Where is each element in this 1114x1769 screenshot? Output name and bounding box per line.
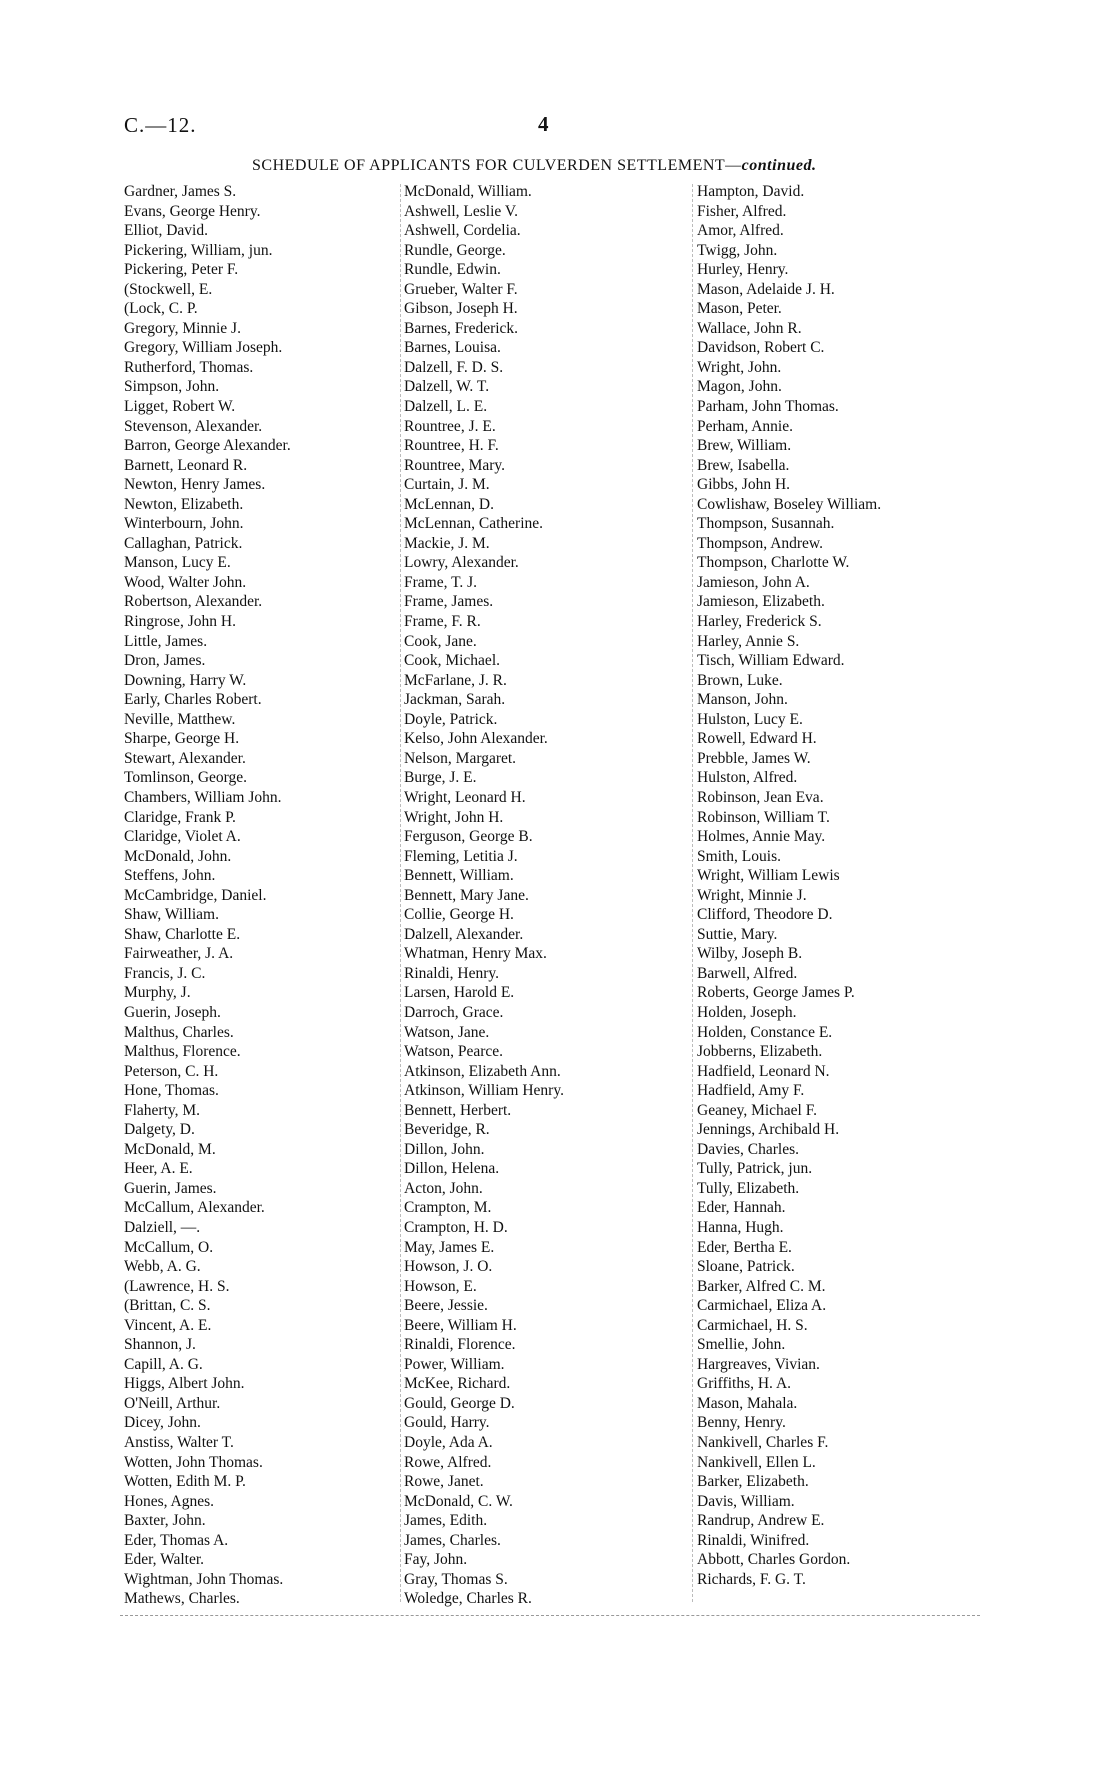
- applicant-entry: Hanna, Hugh.: [697, 1218, 784, 1236]
- applicant-entry: Barnes, Frederick.: [404, 319, 519, 337]
- applicant-entry: Amor, Alfred.: [697, 222, 784, 240]
- applicant-entry: Darroch, Grace.: [404, 1003, 504, 1021]
- applicant-entry: Rinaldi, Winifred.: [697, 1531, 810, 1549]
- applicant-entry: Jamieson, Elizabeth.: [697, 593, 825, 611]
- applicant-entry: Twigg, John.: [697, 241, 778, 259]
- applicant-entry: Fairweather, J. A.: [124, 945, 234, 963]
- applicant-entry: Magon, John.: [697, 378, 782, 396]
- applicant-entry: Mason, Adelaide J. H.: [697, 280, 835, 298]
- applicant-entry: Crampton, H. D.: [404, 1218, 508, 1236]
- applicant-entry: Bennett, William.: [404, 867, 514, 885]
- applicant-entry: Wright, Minnie J.: [697, 886, 807, 904]
- applicant-entry: Grueber, Walter F.: [404, 280, 518, 298]
- applicant-entry: Smellie, John.: [697, 1336, 786, 1354]
- applicant-entry: Hadfield, Leonard N.: [697, 1062, 830, 1080]
- applicant-entry: McDonald, John.: [124, 847, 232, 865]
- applicant-entry: Brew, Isabella.: [697, 456, 790, 474]
- applicant-entry: Ringrose, John H.: [124, 613, 236, 631]
- applicant-entry: Shaw, William.: [124, 906, 219, 924]
- applicant-entry: Manson, John.: [697, 691, 788, 709]
- applicant-entry: Vincent, A. E.: [124, 1316, 212, 1334]
- applicant-entry: Ashwell, Cordelia.: [404, 222, 521, 240]
- applicant-entry: Heer, A. E.: [124, 1160, 193, 1178]
- applicant-entry: Wright, John.: [697, 358, 782, 376]
- applicant-entry: Wright, Leonard H.: [404, 788, 526, 806]
- applicant-entry: Collie, George H.: [404, 906, 514, 924]
- applicant-entry: Prebble, James W.: [697, 749, 811, 767]
- applicant-entry: Claridge, Violet A.: [124, 828, 241, 846]
- applicant-entry: Power, William.: [404, 1355, 505, 1373]
- applicant-entry: McCambridge, Daniel.: [124, 886, 267, 904]
- applicant-entry: McLennan, Catherine.: [404, 515, 544, 533]
- applicant-entry: Kelso, John Alexander.: [404, 730, 548, 748]
- applicant-entry: Rutherford, Thomas.: [124, 358, 254, 376]
- applicant-entry: Eder, Bertha E.: [697, 1238, 792, 1256]
- applicant-entry: Clifford, Theodore D.: [697, 906, 833, 924]
- applicant-entry: Rountree, Mary.: [404, 456, 506, 474]
- applicant-entry: Holmes, Annie May.: [697, 828, 826, 846]
- applicant-entry: Murphy, J.: [124, 984, 191, 1002]
- applicant-entry: Roberts, George James P.: [697, 984, 855, 1002]
- applicant-entry: Howson, E.: [404, 1277, 477, 1295]
- applicant-entry: Hones, Agnes.: [124, 1492, 214, 1510]
- applicant-entry: Davies, Charles.: [697, 1140, 800, 1158]
- applicant-entry: Manson, Lucy E.: [124, 554, 231, 572]
- applicant-entry: Wood, Walter John.: [124, 573, 247, 591]
- applicant-entry: Robinson, Jean Eva.: [697, 788, 824, 806]
- applicant-entry: Geaney, Michael F.: [697, 1101, 817, 1119]
- schedule-title: [252, 157, 816, 175]
- applicant-entry: Cook, Michael.: [404, 652, 500, 670]
- applicant-entry: Newton, Henry James.: [124, 476, 266, 494]
- applicant-entry: Rundle, George.: [404, 241, 506, 259]
- applicant-entry: Thompson, Charlotte W.: [697, 554, 850, 572]
- applicant-entry: Rountree, J. E.: [404, 417, 496, 435]
- applicant-entry: Davidson, Robert C.: [697, 339, 825, 357]
- applicant-entry: Dalgety, D.: [124, 1121, 195, 1139]
- applicant-entry: Griffiths, H. A.: [697, 1375, 792, 1393]
- applicant-entry: Baxter, John.: [124, 1512, 206, 1530]
- applicant-entry: Frame, T. J.: [404, 573, 478, 591]
- applicant-entry: Jackman, Sarah.: [404, 691, 506, 709]
- applicant-entry: Beere, Jessie.: [404, 1297, 488, 1315]
- applicant-entry: Gibbs, John H.: [697, 476, 791, 494]
- applicant-entry: Frame, James.: [404, 593, 494, 611]
- column-divider-2: [692, 184, 693, 1602]
- applicant-entry: Ashwell, Leslie V.: [404, 202, 518, 220]
- applicant-entry: Barnes, Louisa.: [404, 339, 501, 357]
- applicant-entry: Curtain, J. M.: [404, 476, 490, 494]
- applicant-entry: Barnett, Leonard R.: [124, 456, 248, 474]
- applicant-entry: Harley, Frederick S.: [697, 613, 822, 631]
- applicant-entry: Robertson, Alexander.: [124, 593, 263, 611]
- applicant-entry: Claridge, Frank P.: [124, 808, 236, 826]
- applicant-entry: Doyle, Patrick.: [404, 710, 498, 728]
- applicant-entry: Dillon, Helena.: [404, 1160, 500, 1178]
- applicant-entry: Holden, Constance E.: [697, 1023, 833, 1041]
- applicant-entry: Gardner, James S.: [124, 183, 237, 200]
- applicant-entry: Wightman, John Thomas.: [124, 1570, 284, 1588]
- applicant-entry: Pickering, Peter F.: [124, 261, 239, 279]
- applicant-entry: James, Charles.: [404, 1531, 501, 1549]
- applicant-entry: Parham, John Thomas.: [697, 398, 839, 416]
- applicant-entry: Pickering, William, jun.: [124, 241, 273, 259]
- applicant-entry: Hadfield, Amy F.: [697, 1082, 805, 1100]
- applicant-entry: Bennett, Mary Jane.: [404, 886, 529, 904]
- applicant-entry: McKee, Richard.: [404, 1375, 511, 1393]
- applicant-entry: Eder, Thomas A.: [124, 1531, 229, 1549]
- applicant-entry: Cook, Jane.: [404, 632, 477, 650]
- applicant-entry: Smith, Louis.: [697, 847, 781, 865]
- applicant-entry: Nankivell, Charles F.: [697, 1434, 829, 1451]
- applicant-entry: Malthus, Florence.: [124, 1043, 241, 1061]
- applicant-entry: Brew, William.: [697, 437, 792, 455]
- applicant-entry: Larsen, Harold E.: [404, 984, 515, 1002]
- applicant-entry: Guerin, James.: [124, 1179, 217, 1197]
- applicant-entry: Rountree, H. F.: [404, 437, 499, 455]
- applicant-entry: Burge, J. E.: [404, 769, 477, 787]
- applicant-entry: Shannon, J.: [124, 1336, 196, 1354]
- applicant-entry: Suttie, Mary.: [697, 925, 778, 943]
- applicant-entry: McLennan, D.: [404, 495, 494, 513]
- applicant-entry: Guerin, Joseph.: [124, 1003, 221, 1021]
- applicant-entry: Mason, Mahala.: [697, 1394, 798, 1412]
- applicant-entry: Malthus, Charles.: [124, 1023, 234, 1041]
- applicant-entry: Rinaldi, Florence.: [404, 1336, 516, 1354]
- applicant-entry: Benny, Henry.: [697, 1414, 786, 1432]
- applicant-entry: Dalziell, —.: [124, 1218, 201, 1236]
- applicant-entry: O'Neill, Arthur.: [124, 1394, 221, 1412]
- applicant-entry: Gibson, Joseph H.: [404, 300, 518, 318]
- applicant-entry: (Brittan, C. S.: [124, 1297, 211, 1315]
- applicant-entry: Beere, William H.: [404, 1316, 517, 1334]
- applicant-entry: Rundle, Edwin.: [404, 261, 501, 279]
- applicant-entry: Francis, J. C.: [124, 964, 206, 982]
- applicant-entry: Barker, Elizabeth.: [697, 1473, 809, 1491]
- applicant-entry: Shaw, Charlotte E.: [124, 925, 241, 943]
- applicant-entry: Evans, George Henry.: [124, 202, 261, 220]
- applicant-entry: Mason, Peter.: [697, 300, 782, 318]
- applicant-entry: Barker, Alfred C. M.: [697, 1277, 826, 1295]
- applicant-entry: Gould, Harry.: [404, 1414, 490, 1432]
- applicant-entry: Gould, George D.: [404, 1394, 515, 1412]
- applicant-entry: Hargreaves, Vivian.: [697, 1355, 820, 1373]
- applicant-entry: Ligget, Robert W.: [124, 398, 236, 416]
- applicant-entry: Jamieson, John A.: [697, 573, 810, 591]
- applicant-entry: Frame, F. R.: [404, 613, 481, 631]
- applicant-entry: Barwell, Alfred.: [697, 964, 798, 982]
- applicant-entry: Atkinson, Elizabeth Ann.: [404, 1062, 561, 1080]
- applicant-entry: Acton, John.: [404, 1179, 483, 1197]
- applicant-entry: Rowe, Alfred.: [404, 1453, 492, 1471]
- applicant-entry: Whatman, Henry Max.: [404, 945, 547, 963]
- applicant-entry: Nankivell, Ellen L.: [697, 1453, 816, 1471]
- applicant-entry: Early, Charles Robert.: [124, 691, 262, 709]
- applicant-entry: Dron, James.: [124, 652, 206, 670]
- applicant-entry: Neville, Matthew.: [124, 710, 236, 728]
- applicant-entry: Steffens, John.: [124, 867, 216, 885]
- applicant-entry: Brown, Luke.: [697, 671, 783, 689]
- applicant-entry: (Lock, C. P.: [124, 300, 198, 318]
- applicant-entry: Simpson, John.: [124, 378, 220, 396]
- applicant-entry: Mackie, J. M.: [404, 534, 490, 552]
- bottom-rule: [120, 1615, 980, 1616]
- applicant-entry: Bennett, Herbert.: [404, 1101, 512, 1119]
- applicant-entry: (Stockwell, E.: [124, 280, 213, 298]
- applicant-entry: Stevenson, Alexander.: [124, 417, 263, 435]
- applicant-entry: Dalzell, F. D. S.: [404, 358, 504, 376]
- applicant-entry: Gray, Thomas S.: [404, 1570, 508, 1588]
- applicant-entry: Holden, Joseph.: [697, 1003, 797, 1021]
- applicant-entry: McCallum, Alexander.: [124, 1199, 265, 1217]
- applicant-entry: Jobberns, Elizabeth.: [697, 1043, 823, 1061]
- applicant-entry: Howson, J. O.: [404, 1258, 493, 1276]
- applicant-entry: Tully, Elizabeth.: [697, 1179, 800, 1197]
- applicant-column-2: [404, 182, 684, 1609]
- applicant-entry: Fleming, Letitia J.: [404, 847, 518, 865]
- applicant-entry: Doyle, Ada A.: [404, 1434, 493, 1451]
- applicant-entry: Fisher, Alfred.: [697, 202, 787, 220]
- applicant-column-1: [124, 182, 394, 1609]
- applicant-entry: McDonald, William.: [404, 183, 532, 200]
- applicant-entry: Peterson, C. H.: [124, 1062, 219, 1080]
- applicant-entry: Carmichael, H. S.: [697, 1316, 808, 1334]
- applicant-entry: Dalzell, W. T.: [404, 378, 490, 396]
- applicant-entry: Wotten, John Thomas.: [124, 1453, 263, 1471]
- applicant-entry: Crampton, M.: [404, 1199, 492, 1217]
- applicant-entry: Beveridge, R.: [404, 1121, 490, 1139]
- applicant-entry: Woledge, Charles R.: [404, 1590, 532, 1608]
- applicant-entry: Watson, Jane.: [404, 1023, 490, 1041]
- applicant-entry: Stewart, Alexander.: [124, 749, 246, 767]
- applicant-entry: Rinaldi, Henry.: [404, 964, 499, 982]
- applicant-entry: Tisch, William Edward.: [697, 652, 845, 670]
- applicant-entry: Rowe, Janet.: [404, 1473, 484, 1491]
- applicant-entry: Atkinson, William Henry.: [404, 1082, 564, 1100]
- applicant-entry: Wright, William Lewis: [697, 867, 840, 885]
- applicant-entry: Harley, Annie S.: [697, 632, 800, 650]
- applicant-entry: Randrup, Andrew E.: [697, 1512, 825, 1530]
- applicant-entry: Callaghan, Patrick.: [124, 534, 243, 552]
- applicant-entry: Perham, Annie.: [697, 417, 793, 435]
- applicant-entry: Thompson, Susannah.: [697, 515, 835, 533]
- applicant-entry: Rowell, Edward H.: [697, 730, 817, 748]
- page-reference: C.—12.: [124, 113, 197, 137]
- applicant-entry: Gregory, Minnie J.: [124, 319, 241, 337]
- applicant-entry: Downing, Harry W.: [124, 671, 247, 689]
- applicant-entry: Nelson, Margaret.: [404, 749, 517, 767]
- applicant-entry: Dalzell, Alexander.: [404, 925, 524, 943]
- applicant-entry: (Lawrence, H. S.: [124, 1277, 230, 1295]
- applicant-entry: Wilby, Joseph B.: [697, 945, 803, 963]
- applicant-entry: Jennings, Archibald H.: [697, 1121, 840, 1139]
- applicant-entry: Richards, F. G. T.: [697, 1570, 806, 1588]
- applicant-entry: Tully, Patrick, jun.: [697, 1160, 813, 1178]
- applicant-entry: Dillon, John.: [404, 1140, 485, 1158]
- applicant-entry: Cowlishaw, Boseley William.: [697, 495, 882, 513]
- applicant-entry: Dicey, John.: [124, 1414, 201, 1432]
- applicant-entry: Elliot, David.: [124, 222, 208, 240]
- applicant-entry: Eder, Hannah.: [697, 1199, 786, 1217]
- applicant-entry: Wallace, John R.: [697, 319, 802, 337]
- applicant-entry: McDonald, C. W.: [404, 1492, 513, 1510]
- title-continued: continued.: [741, 157, 817, 174]
- applicant-entry: Lowry, Alexander.: [404, 554, 519, 572]
- applicant-entry: Robinson, William T.: [697, 808, 830, 826]
- applicant-entry: Eder, Walter.: [124, 1551, 205, 1569]
- applicant-entry: Davis, William.: [697, 1492, 795, 1510]
- column-divider-1: [400, 184, 401, 1602]
- applicant-entry: McFarlane, J. R.: [404, 671, 507, 689]
- applicant-entry: Fay, John.: [404, 1551, 468, 1569]
- applicant-entry: Thompson, Andrew.: [697, 534, 823, 552]
- applicant-entry: Dalzell, L. E.: [404, 398, 488, 416]
- applicant-entry: May, James E.: [404, 1238, 495, 1256]
- applicant-entry: Mathews, Charles.: [124, 1590, 240, 1608]
- applicant-entry: Barron, George Alexander.: [124, 437, 291, 455]
- applicant-entry: Anstiss, Walter T.: [124, 1434, 234, 1451]
- applicant-entry: Flaherty, M.: [124, 1101, 201, 1119]
- title-main: SCHEDULE OF APPLICANTS FOR CULVERDEN SETTLEMENT—: [252, 157, 742, 174]
- applicant-entry: Wright, John H.: [404, 808, 504, 826]
- applicant-entry: Hulston, Alfred.: [697, 769, 798, 787]
- applicant-column-3: [697, 182, 997, 1589]
- applicant-entry: Ferguson, George B.: [404, 828, 533, 846]
- applicant-entry: Capill, A. G.: [124, 1355, 203, 1373]
- applicant-entry: McDonald, M.: [124, 1140, 216, 1158]
- applicant-entry: Sharpe, George H.: [124, 730, 240, 748]
- applicant-entry: Webb, A. G.: [124, 1258, 201, 1276]
- applicant-entry: James, Edith.: [404, 1512, 488, 1530]
- applicant-entry: Sloane, Patrick.: [697, 1258, 795, 1276]
- applicant-entry: Hone, Thomas.: [124, 1082, 219, 1100]
- applicant-entry: Hurley, Henry.: [697, 261, 789, 279]
- applicant-entry: Chambers, William John.: [124, 788, 282, 806]
- applicant-entry: Carmichael, Eliza A.: [697, 1297, 827, 1315]
- applicant-entry: Hulston, Lucy E.: [697, 710, 803, 728]
- applicant-entry: McCallum, O.: [124, 1238, 214, 1256]
- applicant-entry: Abbott, Charles Gordon.: [697, 1551, 851, 1569]
- applicant-entry: Tomlinson, George.: [124, 769, 248, 787]
- applicant-entry: Hampton, David.: [697, 183, 805, 200]
- applicant-entry: Watson, Pearce.: [404, 1043, 504, 1061]
- applicant-entry: Little, James.: [124, 632, 208, 650]
- applicant-entry: Gregory, William Joseph.: [124, 339, 283, 357]
- applicant-entry: Newton, Elizabeth.: [124, 495, 244, 513]
- applicant-entry: Wotten, Edith M. P.: [124, 1473, 246, 1491]
- applicant-entry: Higgs, Albert John.: [124, 1375, 245, 1393]
- applicant-entry: Winterbourn, John.: [124, 515, 244, 533]
- page-number: 4: [538, 112, 549, 136]
